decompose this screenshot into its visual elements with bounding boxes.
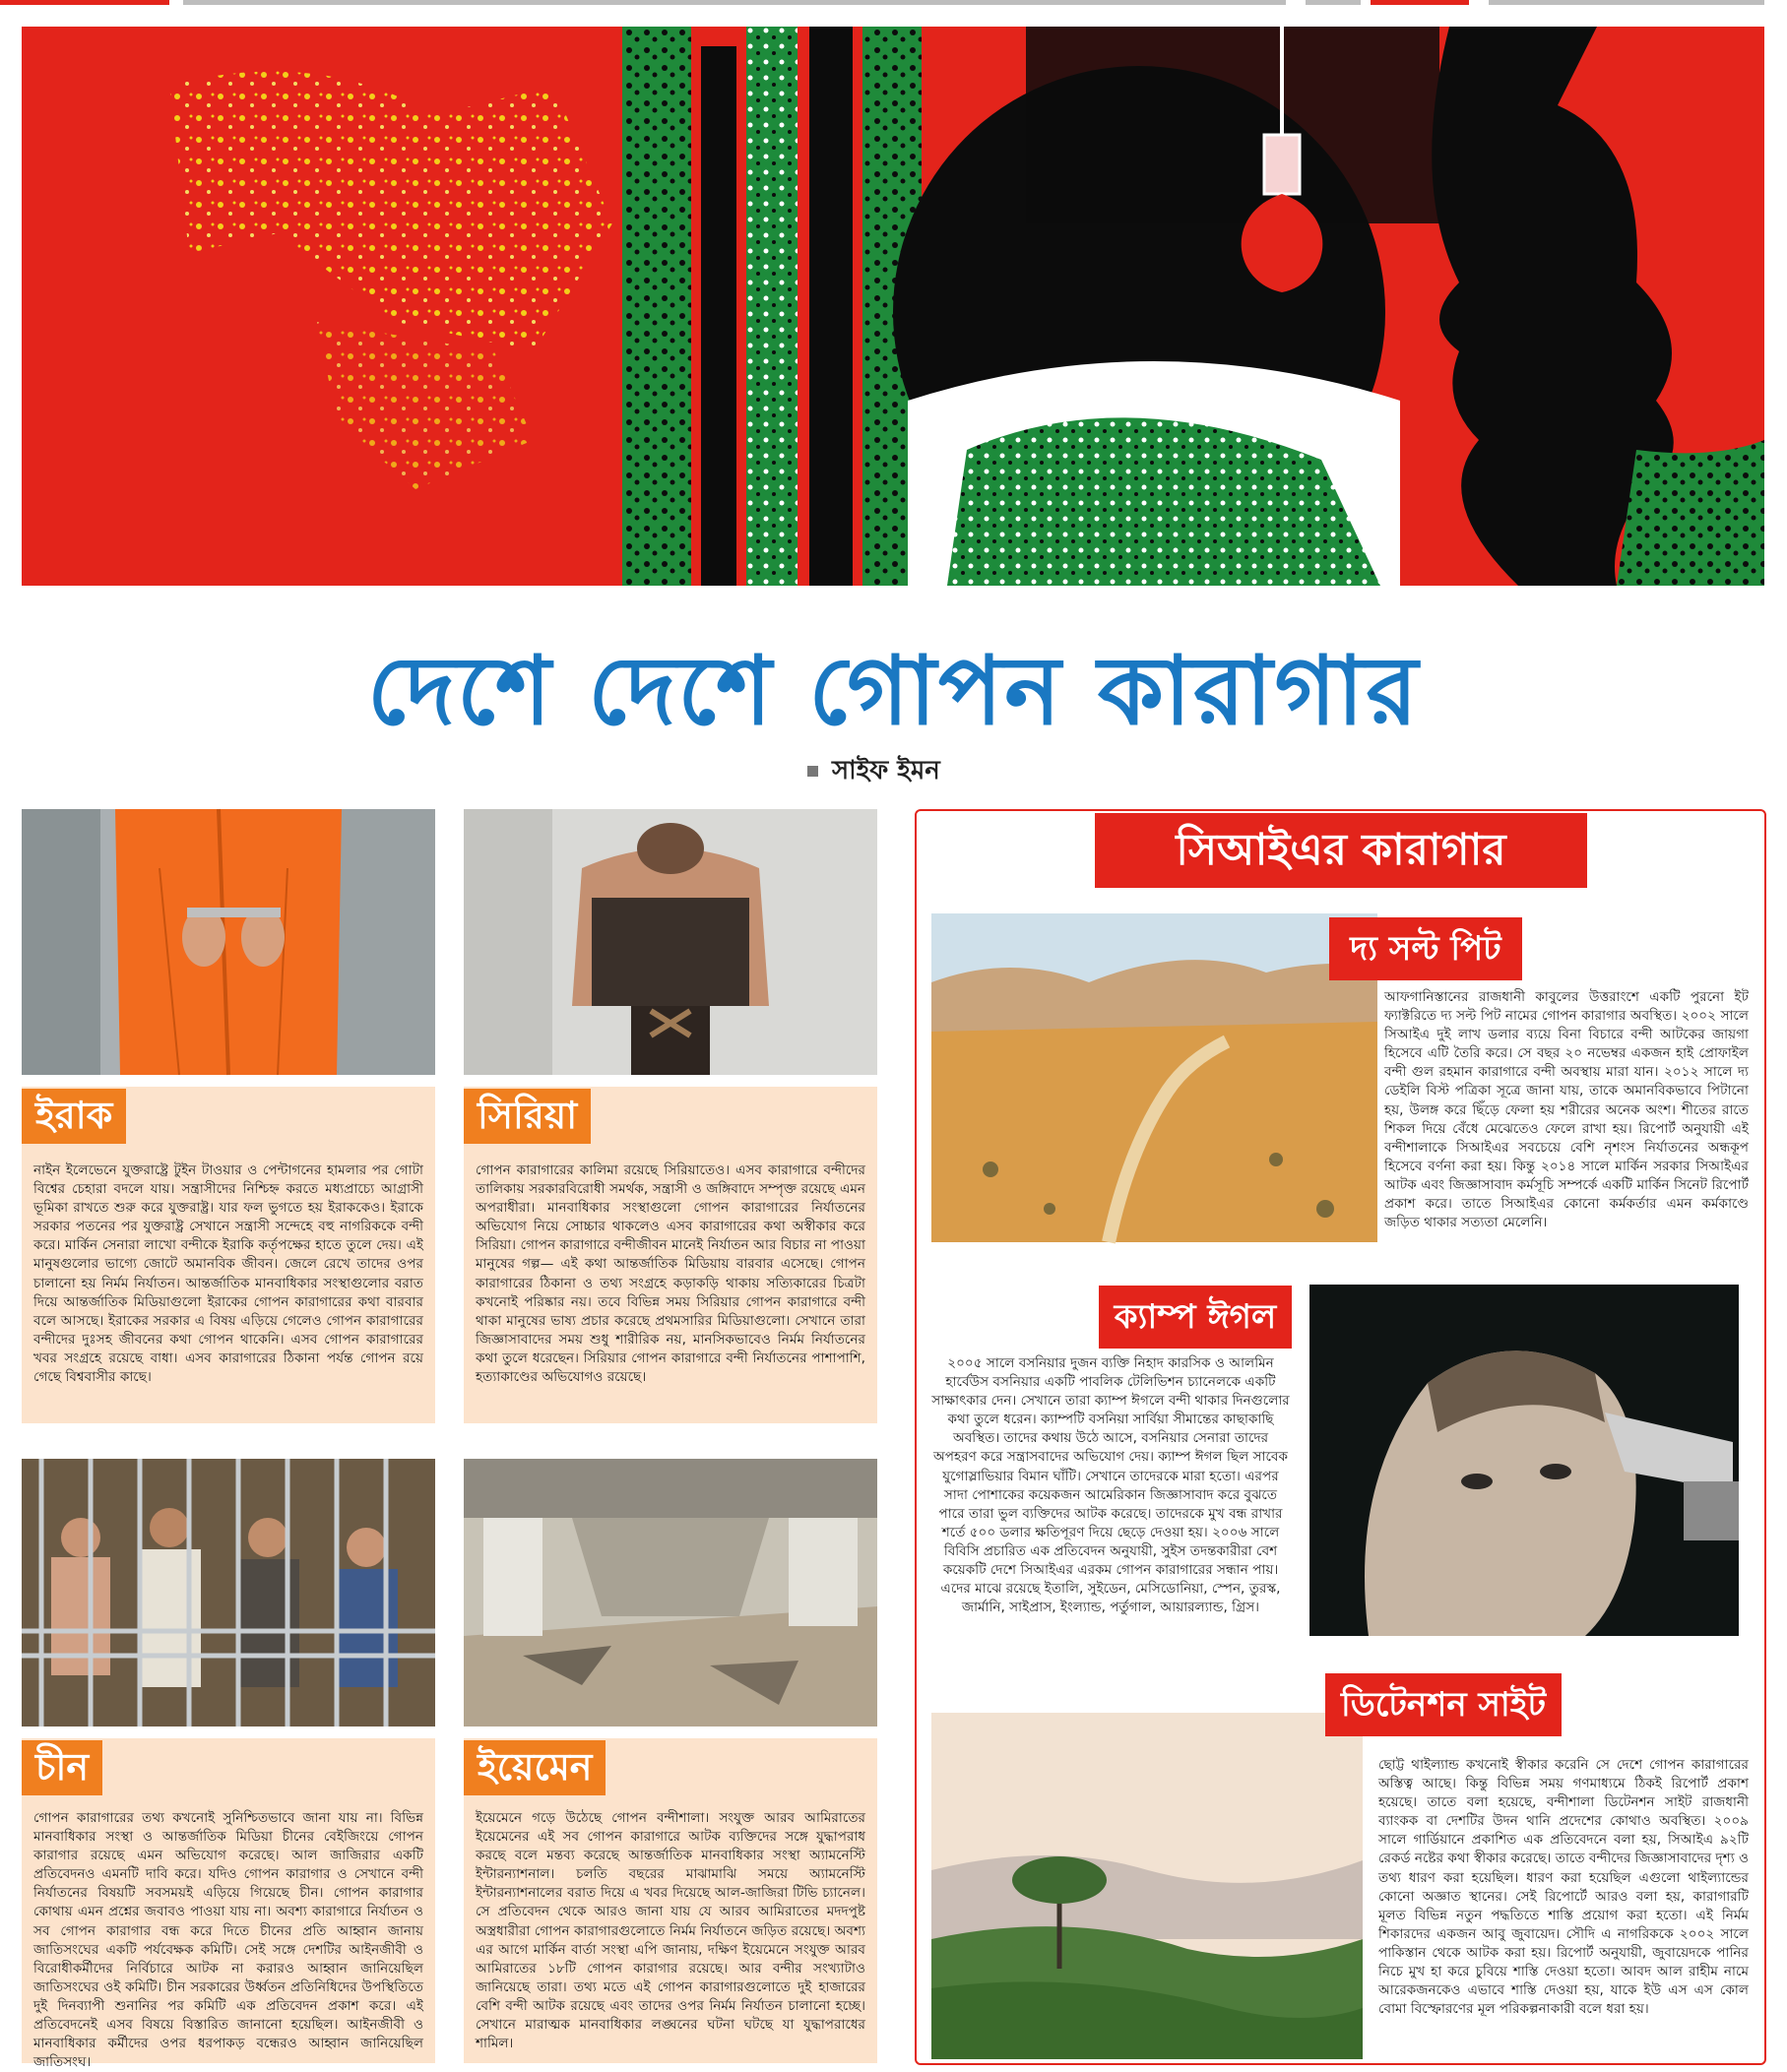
top-strip-center: [183, 0, 1286, 5]
iraq-photo: [22, 809, 435, 1075]
hero-illustration: [22, 27, 1764, 586]
detention-site-body: ছোট্ট থাইল্যান্ড কখনোই স্বীকার করেনি সে দেশে গোপন কারাগারের অস্তিত্ব আছে। কিন্তু বিভিন্ন সময় গণমাধ্যমে ঠিকই রিপোর্ট প্রকাশ হয়েছে। তাতে বলা হয়েছে, বন্দীশালা ডিটেনশন সাইট রাজধানী ব্যাংকক বা দেশটির উদন থানি প্রদেশের কোথাও অবস্থিত। ২০০৯ সালে গার্ডিয়ানে প্রকাশিত এক প্রতিবেদনে বলা হয়, সিআইএ ৯২টি রেকর্ড নষ্টের কথা স্বীকার করেছে। তাতে বন্দীদের জিজ্ঞাসাবাদের দৃশ্য ও তথ্য ধারণ করা হয়েছিল। ধারণ করা হয়েছিল এগুলো থাইল্যান্ডের কোনো অজ্ঞাত স্থানের। সেই রিপোর্টে আরও বলা হয়, কারাগারটি মূলত বিভিন্ন নতুন পদ্ধতিতে শাস্তি প্রয়োগ করা হতো। এই নির্মম শিকারদের একজন আবু জুবায়েদ। সৌদি এ নাগরিককে ২০০২ সালে পাকিস্তান থেকে আটক করা হয়। রিপোর্ট অনুযায়ী, জুবায়েদকে পানির নিচে মুখ হা করে চুবিয়ে শাস্তি দেওয়া হতো। আবদ আল রাহীম নামে আরেকজনকেও এভাবে শাস্তি দেওয়া হয়, যাকে ইউ এস এস কোল বোমা বিস্ফোরণের মূল পরিকল্পনাকারী বলে ধরা হয়।: [1378, 1757, 1749, 2018]
yemen-photo: [464, 1459, 877, 1727]
iraq-tag: ইরাক: [22, 1089, 126, 1144]
syria-tag: সিরিয়া: [464, 1089, 591, 1144]
china-body: গোপন কারাগারের তথ্য কখনোই সুনিশ্চিতভাবে জানা যায় না। বিভিন্ন মানবাধিকার সংস্থা ও আন্তর্জাতিক মিডিয়া চীনের বেইজিংয়ে গোপন কারাগার রয়েছে এমন অভিযোগ করেছে। আল জাজিরার একটি প্রতিবেদনও এমনটি দাবি করে। যদিও গোপন কারাগার ও সেখানে বন্দী নির্যাতনের বিষয়টি সবসময়ই এড়িয়ে গিয়েছে চীন। গোপন কারাগার কোথায় এমন প্রশ্নের জবাবও পাওয়া যায় না। অবশ্য কারাগারে নির্যাতন ও সব গোপন কারাগার বন্ধ করে দিতে চীনের প্রতি আহ্বান জানায় জাতিসংঘের একটি পর্যবেক্ষক কমিটি। সেই সঙ্গে দেশটির আইনজীবী ও বিরোধীকর্মীদের নির্বিচারে আটক না করারও আহ্বান জানিয়েছিল জাতিসংঘের ওই কমিটি। চীন সরকারের উর্ধ্বতন প্রতিনিধিদের উপস্থিতিতে দুই দিনব্যাপী শুনানির পর কমিটি এক প্রতিবেদন প্রকাশ করে। এই প্রতিবেদনেই এসব বিষয়ে বিস্তারিত জানানো হয়েছিল। আইনজীবী ও মানবাধিকার কর্মীদের ওপর ধরপাকড় বন্ধেরও আহ্বান জানিয়েছিল জাতিসংঘ।: [33, 1810, 423, 2071]
byline-author: সাইফ ইমন: [832, 756, 940, 785]
syria-body: গোপন কারাগারের কালিমা রয়েছে সিরিয়াতেও। এসব কারাগারে বন্দীদের তালিকায় সরকারবিরোধী সমর্থক, সন্ত্রাসী ও জঙ্গিবাদে সম্পৃক্ত রয়েছে এমন অপরাধীরা। মানবাধিকার সংস্থাগুলো গোপন কারাগারের নির্যাতনের অভিযোগ নিয়ে সোচ্চার থাকলেও এসব কারাগারের কথা অস্বীকার করে সিরিয়া। গোপন কারাগারে বন্দীজীবন মানেই নির্যাতন আর বিচার না পাওয়া মানুষের গল্প— এই কথা আন্তর্জাতিক মিডিয়ায় বারবার এসেছে। গোপন কারাগারের ঠিকানা ও তথ্য সংগ্রহে কড়াকড়ি থাকায় সত্যিকারের চিত্রটা কখনোই পরিষ্কার নয়। তবে বিভিন্ন সময় সিরিয়ার গোপন কারাগারে বন্দী থাকা মানুষের ভাষ্য প্রচার করেছে প্রথমসারির মিডিয়াগুলো। সেখানে তারা জিজ্ঞাসাবাদের সময় শুধু শারীরিক নয়, মানসিকভাবেও নির্মম নির্যাতনের কথা তুলে ধরেছেন। সিরিয়ার গোপন কারাগারে বন্দী নির্যাতনের পাশাপাশি, হত্যাকাণ্ডের অভিযোগও রয়েছে।: [476, 1162, 865, 1386]
camp-eagle-tag: ক্যাম্প ঈগল: [1099, 1286, 1292, 1349]
iraq-body: নাইন ইলেভেনে যুক্তরাষ্ট্রে টুইন টাওয়ার ও পেন্টাগনের হামলার পর গোটা বিশ্বের চেহারা বদলে যায়। সন্ত্রাসীদের নিশ্চিহ্ন করতে মধ্যপ্রাচ্যে আগ্রাসী ভূমিকা রাখতে শুরু করে যুক্তরাষ্ট্র। যার ফল ভুগতে হয় ইরাককেও। ইরাকে সরকার পতনের পর যুক্তরাষ্ট্র সেখানে সন্ত্রাসী সন্দেহে বহু নাগরিককে বন্দী করে। মার্কিন সেনারা লাখো বন্দীকে ইরাকি কর্তৃপক্ষের হাতে তুলে দেয়। এই মানুষগুলোর ভাগ্যে জোটে অমানবিক জীবন। জেলে রেখে তাদের ওপর চালানো হয় নির্মম নির্যাতন। আন্তর্জাতিক মানবাধিকার সংস্থাগুলোর বরাত দিয়ে আন্তর্জাতিক মিডিয়াগুলো ইরাকের গোপন কারাগারের কথা বারবার বলে আসছে। ইরাকের সরকার এ বিষয় এড়িয়ে গেলেও গোপন কারাগারের বন্দীদের দুঃসহ জীবনের কথা গোপন থাকেনি। এসব গোপন কারাগারের খবর সংগ্রহে রয়েছে বাধা। এসব কারাগারের ঠিকানা পর্যন্ত গোপন রয়ে গেছে বিশ্ববাসীর কাছে।: [33, 1162, 423, 1386]
top-strip-left: [0, 0, 169, 5]
china-tag: চীন: [22, 1740, 102, 1795]
top-strip-right-b: [1371, 0, 1469, 5]
syria-photo: [464, 809, 877, 1075]
detention-site-tag: ডিটেনশন সাইট: [1325, 1673, 1562, 1736]
byline: [807, 750, 940, 793]
detention-site-photo: [931, 1713, 1363, 2059]
china-photo: [22, 1459, 435, 1727]
salt-pit-tag: দ্য সল্ট পিট: [1329, 917, 1522, 980]
top-strip-right-a: [1306, 0, 1361, 5]
camp-eagle-photo: [1309, 1285, 1739, 1636]
salt-pit-body: আফগানিস্তানের রাজধানী কাবুলের উত্তরাংশে একটি পুরনো ইট ফ্যাক্টরিতে দ্য সল্ট পিট নামের গোপন কারাগার অবস্থিত। ২০০২ সালে সিআইএ দুই লাখ ডলার ব্যয়ে বিনা বিচারে বন্দী আটকের জায়গা হিসেবে এটি তৈরি করে। সে বছর ২০ নভেম্বর একজন হাই প্রোফাইল বন্দী গুল রহমান কারাগারে বন্দী অবস্থায় মারা যান। ২০১২ সালে দ্য ডেইলি বিস্ট পত্রিকা সূত্রে জানা যায়, তাকে অমানবিকভাবে পিটানো হয়, উলঙ্গ করে ছিঁড়ে ফেলা হয় শরীরের অনেক অংশ। শীতের রাতে শিকল দিয়ে বেঁধে মেঝেতেও ফেলে রাখা হয়। রিপোর্ট অনুযায়ী এই বন্দীশালাকে সিআইএর সবচেয়ে বেশি নৃশংস নির্যাতনের অন্ধকূপ হিসেবে বর্ণনা করা হয়। কিন্তু ২০১৪ সালে মার্কিন সরকার সিআইএর আটক এবং জিজ্ঞাসাবাদ কর্মসূচি সম্পর্কে একটি মার্কিন সিনেট রিপোর্ট প্রকাশ করে। তাতে সিআইএর কোনো কর্মকর্তার এমন কর্মকাণ্ডে জড়িত থাকার সত্যতা মেলেনি।: [1384, 989, 1749, 1231]
camp-eagle-body: ২০০৫ সালে বসনিয়ার দুজন ব্যক্তি নিহাদ কারসিক ও আলমিন হার্বেউস বসনিয়ার একটি পাবলিক টেলিভিশন চ্যানেলকে একটি সাক্ষাৎকার দেন। সেখানে তারা ক্যাম্প ঈগলে বন্দী থাকার দিনগুলোর কথা তুলে ধরেন। ক্যাম্পটি বসনিয়া সার্বিয়া সীমান্তের কাছাকাছি অবস্থিত। তাদের কথায় উঠে আসে, বসনিয়ার সেনারা তাদের অপহরণ করে সন্ত্রাসবাদের অভিযোগ দেয়। ক্যাম্প ঈগল ছিল সাবেক যুগোস্লাভিয়ার বিমান ঘাঁটি। সেখানে তাদেরকে মারা হতো। এরপর সাদা পোশাকের কয়েকজন আমেরিকান জিজ্ঞাসাবাদ করে বুঝতে পারে তারা ভুল ব্যক্তিদের আটক করেছে। তাদেরকে মুখ বন্ধ রাখার শর্তে ৫০০ ডলার ক্ষতিপূরণ দিয়ে ছেড়ে দেওয়া হয়। ২০০৬ সালে বিবিসি প্রচারিত এক প্রতিবেদন অনুযায়ী, সুইস তদন্তকারীরা বেশ কয়েকটি দেশে সিআইএর এরকম গোপন কারাগারের সন্ধান পায়। এদের মাঝে রয়েছে ইতালি, সুইডেন, মেসিডোনিয়া, স্পেন, তুরস্ক, জার্মানি, সাইপ্রাস, ইংল্যান্ড, পর্তুগাল, আয়ারল্যান্ড, গ্রিস।: [931, 1355, 1290, 1616]
yemen-body: ইয়েমেনে গড়ে উঠেছে গোপন বন্দীশালা। সংযুক্ত আরব আমিরাতের ইয়েমেনের এই সব গোপন কারাগারে আটক ব্যক্তিদের সঙ্গে যুদ্ধাপরাধ করছে বলে মন্তব্য করেছে আন্তর্জাতিক মানবাধিকার সংস্থা অ্যামনেস্টি ইন্টারন্যাশনাল। চলতি বছরের মাঝামাঝি সময়ে অ্যামনেস্টি ইন্টারন্যাশনালের বরাত দিয়ে এ খবর দিয়েছে আল-জাজিরা টিভি চ্যানেল। সে প্রতিবেদন থেকে আরও জানা যায় যে আরব আমিরাতের মদদপুষ্ট অস্ত্রধারীরা গোপন কারাগারগুলোতে নির্মম নির্যাতনে জড়িত রয়েছে। অবশ্য এর আগে মার্কিন বার্তা সংস্থা এপি জানায়, দক্ষিণ ইয়েমেনে সংযুক্ত আরব আমিরাতের ১৮টি গোপন কারাগার রয়েছে। আর বন্দীর সংখ্যাটাও জানিয়েছে তারা। তথ্য মতে এই গোপন কারাগারগুলোতে দুই হাজারের বেশি বন্দী আটক রয়েছে এবং তাদের ওপর নির্মম নির্যাতন চালানো হচ্ছে। সেখানে মারাত্মক মানবাধিকার লঙ্ঘনের ঘটনা ঘটছে যা যুদ্ধাপরাধের শামিল।: [476, 1810, 865, 2052]
cia-title: সিআইএর কারাগার: [1095, 813, 1587, 888]
headline: দেশে দেশে গোপন কারাগার: [366, 636, 1421, 746]
salt-pit-photo: [931, 913, 1377, 1242]
yemen-tag: ইয়েমেন: [464, 1740, 606, 1795]
byline-bullet: [807, 766, 818, 777]
top-strip-right-c: [1489, 0, 1764, 5]
